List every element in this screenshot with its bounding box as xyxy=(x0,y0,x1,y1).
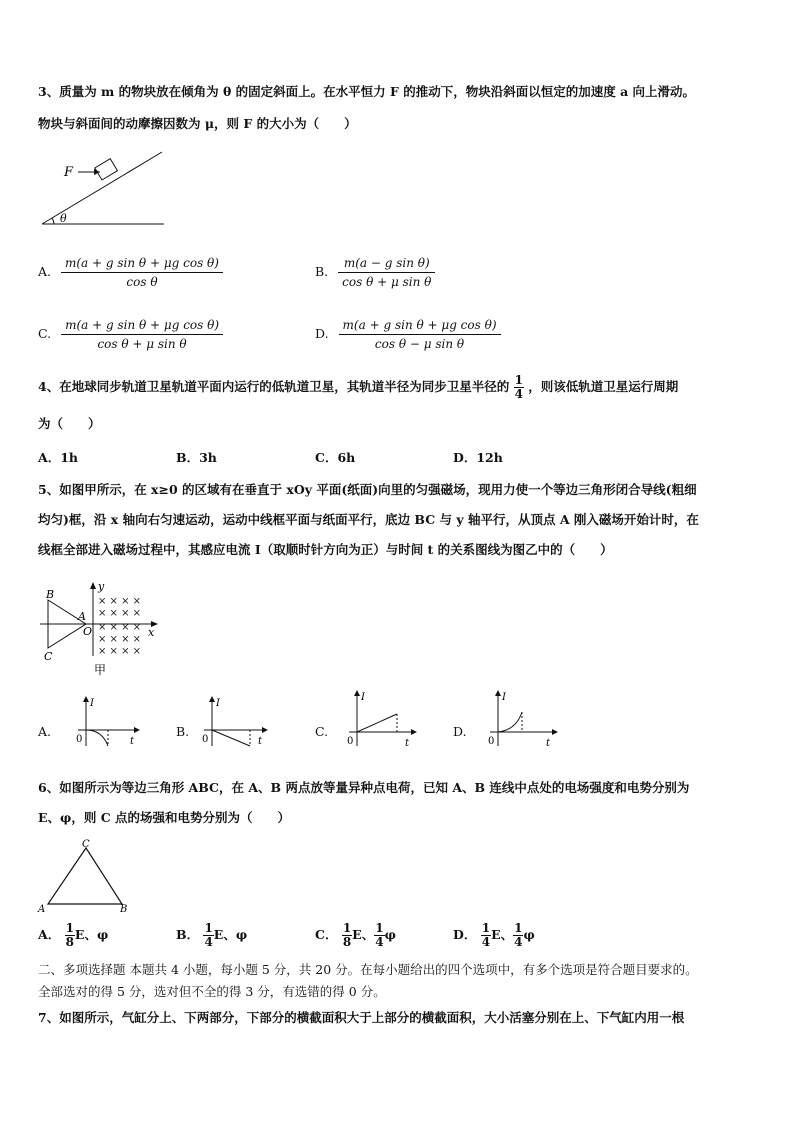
q3-c-numerator: m(a + g sin θ + μg cos θ) xyxy=(61,318,223,335)
q5-option-b[interactable] xyxy=(176,724,189,739)
option-letter: B. xyxy=(176,724,190,739)
section2-header-line1: 二、多项选择题 本题共 4 小题，每小题 5 分，共 20 分。在每小题给出的四个选项中，有多个选项是符合题目要求的。 xyxy=(38,962,698,977)
q3-b-denominator: cos θ + μ sin θ xyxy=(342,275,432,289)
frac-numerator: 1 xyxy=(204,921,213,935)
option-letter: A． xyxy=(38,927,61,942)
q6-label-a: A xyxy=(38,904,46,915)
q5-b-zero-label: 0 xyxy=(202,734,209,745)
q4-option-c[interactable] xyxy=(315,448,355,466)
option-text: E、 xyxy=(491,927,514,942)
option-text: 6h xyxy=(337,450,356,465)
q5-c-zero-label: 0 xyxy=(347,736,354,747)
frac-denominator: 4 xyxy=(514,935,523,949)
q5-label-a: A xyxy=(78,610,86,623)
q5-stem-line1: 5、如图甲所示，在 x≥0 的区域有在垂直于 xOy 平面(纸面)向里的匀强磁场，现用力使一个等边三角形闭合导线(粗细 xyxy=(38,482,697,497)
option-letter: D. xyxy=(315,326,329,341)
q5-label-y: y xyxy=(98,580,105,593)
q5-field-figure xyxy=(38,578,164,678)
q5-a-t-label: t xyxy=(130,736,135,747)
q3-angle-label: θ xyxy=(60,212,67,225)
frac-numerator: 1 xyxy=(375,921,384,935)
frac-numerator: 1 xyxy=(65,921,74,935)
option-text: E、φ xyxy=(74,927,109,942)
frac-numerator: 1 xyxy=(514,921,523,935)
q3-d-numerator: m(a + g sin θ + μg cos θ) xyxy=(339,318,501,335)
q5-option-c[interactable] xyxy=(315,724,328,739)
option-letter: B． xyxy=(176,927,200,942)
q4-option-b[interactable] xyxy=(176,448,217,466)
svg-text:× × × ×: × × × × xyxy=(98,634,142,645)
q5-stem-line2: 均匀)框，沿 x 轴向右匀速运动，运动中线框平面与纸面平行，底边 BC 与 y 轴平行，从顶点 A 刚入磁场开始计时，在 xyxy=(38,512,699,527)
q6-option-d[interactable] xyxy=(453,922,535,949)
q6-option-b[interactable] xyxy=(176,922,247,949)
q5-stem-line3: 线框全部进入磁场过程中，其感应电流 I（取顺时针方向为正）与时间 t 的关系图线为图乙中的（ ） xyxy=(38,542,613,557)
q5-b-t-label: t xyxy=(258,736,263,747)
option-letter: A. xyxy=(38,724,52,739)
option-text: E、φ xyxy=(213,927,248,942)
q5-label-x: x xyxy=(148,626,155,639)
option-tail: φ xyxy=(523,927,535,942)
q5-graph-d[interactable] xyxy=(486,688,562,750)
q5-figure-caption: 甲 xyxy=(94,663,107,677)
q4-option-a[interactable] xyxy=(38,448,78,466)
option-letter: D． xyxy=(453,927,477,942)
option-letter: A． xyxy=(38,450,61,465)
q5-graph-b[interactable] xyxy=(200,694,272,752)
option-letter: C. xyxy=(315,724,329,739)
svg-text:× × × ×: × × × × xyxy=(98,608,142,619)
svg-text:× × × ×: × × × × xyxy=(98,622,142,633)
option-letter: C. xyxy=(38,326,52,341)
q5-c-t-label: t xyxy=(405,738,410,749)
q5-d-zero-label: 0 xyxy=(488,736,495,747)
section2-header-line2: 全部选对的得 5 分，选对但不全的得 3 分，有选错的得 0 分。 xyxy=(38,984,386,999)
q5-label-o: O xyxy=(83,625,93,638)
q4-stem-line1 xyxy=(38,372,678,402)
q3-a-numerator: m(a + g sin θ + μg cos θ) xyxy=(61,256,223,273)
q5-option-d[interactable] xyxy=(453,724,467,739)
q5-label-c: C xyxy=(44,650,53,663)
q3-stem-line1: 3、质量为 m 的物块放在倾角为 θ 的固定斜面上。在水平恒力 F 的推动下，物块沿斜面以恒定的加速度 a 向上滑动。 xyxy=(38,84,696,99)
frac-numerator: 1 xyxy=(342,921,352,935)
q6-stem-line2: E、φ，则 C 点的场强和电势分别为（ ） xyxy=(38,810,290,825)
option-text: 12h xyxy=(476,450,503,465)
q4-stem-part2: ，则该低轨道卫星运行周期 xyxy=(528,379,679,394)
q3-d-denominator: cos θ − μ sin θ xyxy=(374,337,465,351)
option-letter: A. xyxy=(38,264,52,279)
q4-option-d[interactable] xyxy=(453,448,503,466)
q5-option-a[interactable] xyxy=(38,724,51,739)
q7-stem-line1: 7、如图所示，气缸分上、下两部分，下部分的横截面积大于上部分的横截面积，大小活塞分别在上、下气缸内用一根 xyxy=(38,1010,685,1025)
q3-force-label: F xyxy=(64,165,74,180)
q6-label-c: C xyxy=(82,839,90,850)
q3-option-b[interactable] xyxy=(315,256,435,289)
option-letter: B． xyxy=(176,450,200,465)
q6-stem-line1: 6、如图所示为等边三角形 ABC，在 A、B 两点放等量异种点电荷，已知 A、B 连线中点处的电场强度和电势分别为 xyxy=(38,780,690,795)
frac-denominator: 8 xyxy=(65,935,74,949)
q5-c-i-label: I xyxy=(361,692,365,703)
q5-label-b: B xyxy=(46,588,55,601)
q3-b-numerator: m(a − g sin θ) xyxy=(338,256,435,273)
option-letter: B. xyxy=(315,264,329,279)
q5-graph-a[interactable] xyxy=(72,694,144,752)
option-letter: C． xyxy=(315,927,338,942)
q5-graph-c[interactable] xyxy=(345,688,421,750)
option-letter: D． xyxy=(453,450,477,465)
option-letter: C． xyxy=(315,450,338,465)
q5-a-zero-label: 0 xyxy=(76,734,83,745)
option-text: 3h xyxy=(199,450,217,465)
q6-label-b: B xyxy=(120,904,128,915)
frac-denominator: 8 xyxy=(342,935,352,949)
option-tail: φ xyxy=(384,927,396,942)
q3-option-a[interactable] xyxy=(38,256,223,289)
svg-text:× × × ×: × × × × xyxy=(98,646,142,657)
option-letter: D. xyxy=(453,724,467,739)
svg-text:× × × ×: × × × × xyxy=(98,596,142,607)
q5-d-t-label: t xyxy=(546,738,551,749)
q6-option-a[interactable] xyxy=(38,922,108,949)
q3-option-c[interactable] xyxy=(38,318,223,351)
q3-option-d[interactable] xyxy=(315,318,501,351)
frac-denominator: 4 xyxy=(375,935,384,949)
q4-stem-part1: 4、在地球同步轨道卫星轨道平面内运行的低轨道卫星，其轨道半径为同步卫星半径的 xyxy=(38,379,510,394)
q3-stem-line2: 物块与斜面间的动摩擦因数为 μ，则 F 的大小为（ ） xyxy=(38,116,357,131)
q5-d-i-label: I xyxy=(502,692,506,703)
q3-a-denominator: cos θ xyxy=(126,275,158,289)
option-text: 1h xyxy=(60,450,78,465)
q3-incline-figure xyxy=(40,148,170,232)
q4-fraction-numerator: 1 xyxy=(514,373,523,387)
q4-fraction-denominator: 4 xyxy=(514,387,523,401)
frac-denominator: 4 xyxy=(204,935,213,949)
q6-triangle-figure xyxy=(36,838,136,918)
frac-numerator: 1 xyxy=(481,921,491,935)
q6-option-c[interactable] xyxy=(315,922,396,949)
option-text: E、 xyxy=(352,927,375,942)
q5-b-i-label: I xyxy=(216,698,220,709)
frac-denominator: 4 xyxy=(481,935,491,949)
q4-stem-line2: 为（ ） xyxy=(38,416,101,431)
q3-c-denominator: cos θ + μ sin θ xyxy=(97,337,187,351)
q5-a-i-label: I xyxy=(90,698,94,709)
